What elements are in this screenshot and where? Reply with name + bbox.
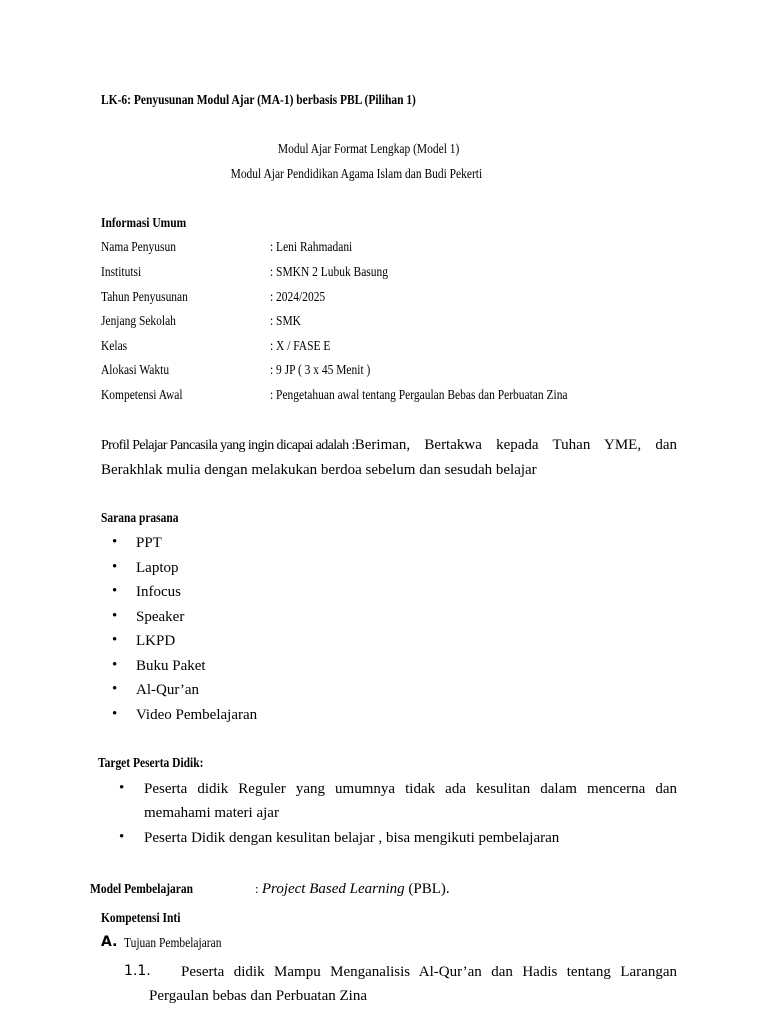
bullet-icon: • <box>119 780 125 796</box>
profil-paragraph <box>101 433 677 482</box>
list-item: Al-Qur’an <box>136 682 200 698</box>
info-value-institusi: : SMKN 2 Lubuk Basung <box>270 265 389 280</box>
document-subtitle-2: Modul Ajar Pendidikan Agama Islam dan Budi Pekerti <box>230 167 482 182</box>
info-label-institusi: Institutsi <box>101 265 142 280</box>
info-label-kelas: Kelas <box>101 339 128 354</box>
bullet-icon: • <box>112 632 118 648</box>
model-value-suffix: (PBL). <box>404 881 450 897</box>
bullet-icon: • <box>112 534 118 550</box>
info-value-kompetensi-awal: : Pengetahuan awal tentang Pergaulan Bebas dan Perbuatan Zina <box>270 388 568 403</box>
list-item: Laptop <box>136 560 179 576</box>
sarana-heading: Sarana prasana <box>101 511 179 526</box>
section-a-title: Tujuan Pembelajaran <box>124 936 222 951</box>
info-value-tahun: : 2024/2025 <box>270 290 326 305</box>
model-value-italic: Project Based Learning <box>261 881 405 897</box>
list-item: Buku Paket <box>136 658 206 674</box>
info-value-kelas: : X / FASE E <box>270 339 331 354</box>
info-heading: Informasi Umum <box>101 216 187 231</box>
section-a-letter: A. <box>101 934 118 950</box>
model-label: Model Pembelajaran <box>90 882 193 897</box>
list-item: Infocus <box>136 584 181 600</box>
list-item: Video Pembelajaran <box>136 707 258 723</box>
info-label-kompetensi-awal: Kompetensi Awal <box>101 388 183 403</box>
model-value <box>255 881 450 898</box>
profil-value: Beriman, Bertakwa kepada Tuhan YME, dan Berakhlak mulia dengan melakukan berdoa sebelum dan sesudah belajar <box>101 437 677 478</box>
bullet-icon: • <box>112 608 118 624</box>
info-value-jenjang: : SMK <box>270 314 301 329</box>
bullet-icon: • <box>119 829 125 845</box>
bullet-icon: • <box>112 583 118 599</box>
item-1-1-text: Peserta didik Mampu Menganalisis Al-Qur’an dan Hadis tentang Larangan Pergaulan bebas dan Perbuatan Zina <box>149 964 677 1004</box>
target-item-reguler: Peserta didik Reguler yang umumnya tidak ada kesulitan dalam mencerna dan memahami materi ajar <box>144 781 677 821</box>
info-value-alokasi: : 9 JP ( 3 x 45 Menit ) <box>270 363 371 378</box>
list-item: LKPD <box>136 633 176 649</box>
list-item: Speaker <box>136 609 185 625</box>
item-1-1-number: 1.1. <box>124 963 151 979</box>
info-label-nama: Nama Penyusun <box>101 240 176 255</box>
profil-label: Profil Pelajar Pancasila yang ingin dicapai adalah : <box>101 438 355 453</box>
document-title: LK-6: Penyusunan Modul Ajar (MA-1) berbasis PBL (Pilihan 1) <box>101 93 416 108</box>
info-label-alokasi: Alokasi Waktu <box>101 363 170 378</box>
list-item: PPT <box>136 535 162 551</box>
bullet-icon: • <box>112 706 118 722</box>
info-label-tahun: Tahun Penyusunan <box>101 290 188 305</box>
target-heading: Target Peserta Didik: <box>98 756 204 771</box>
bullet-icon: • <box>112 681 118 697</box>
bullet-icon: • <box>112 559 118 575</box>
info-label-jenjang: Jenjang Sekolah <box>101 314 176 329</box>
target-item-kesulitan: Peserta Didik dengan kesulitan belajar , bisa mengikuti pembelajaran <box>144 830 560 846</box>
info-value-nama: : Leni Rahmadani <box>270 240 353 255</box>
kompetensi-inti-heading: Kompetensi Inti <box>101 911 181 926</box>
document-subtitle-1: Modul Ajar Format Lengkap (Model 1) <box>278 142 460 157</box>
model-colon: : <box>255 881 262 896</box>
bullet-icon: • <box>112 657 118 673</box>
